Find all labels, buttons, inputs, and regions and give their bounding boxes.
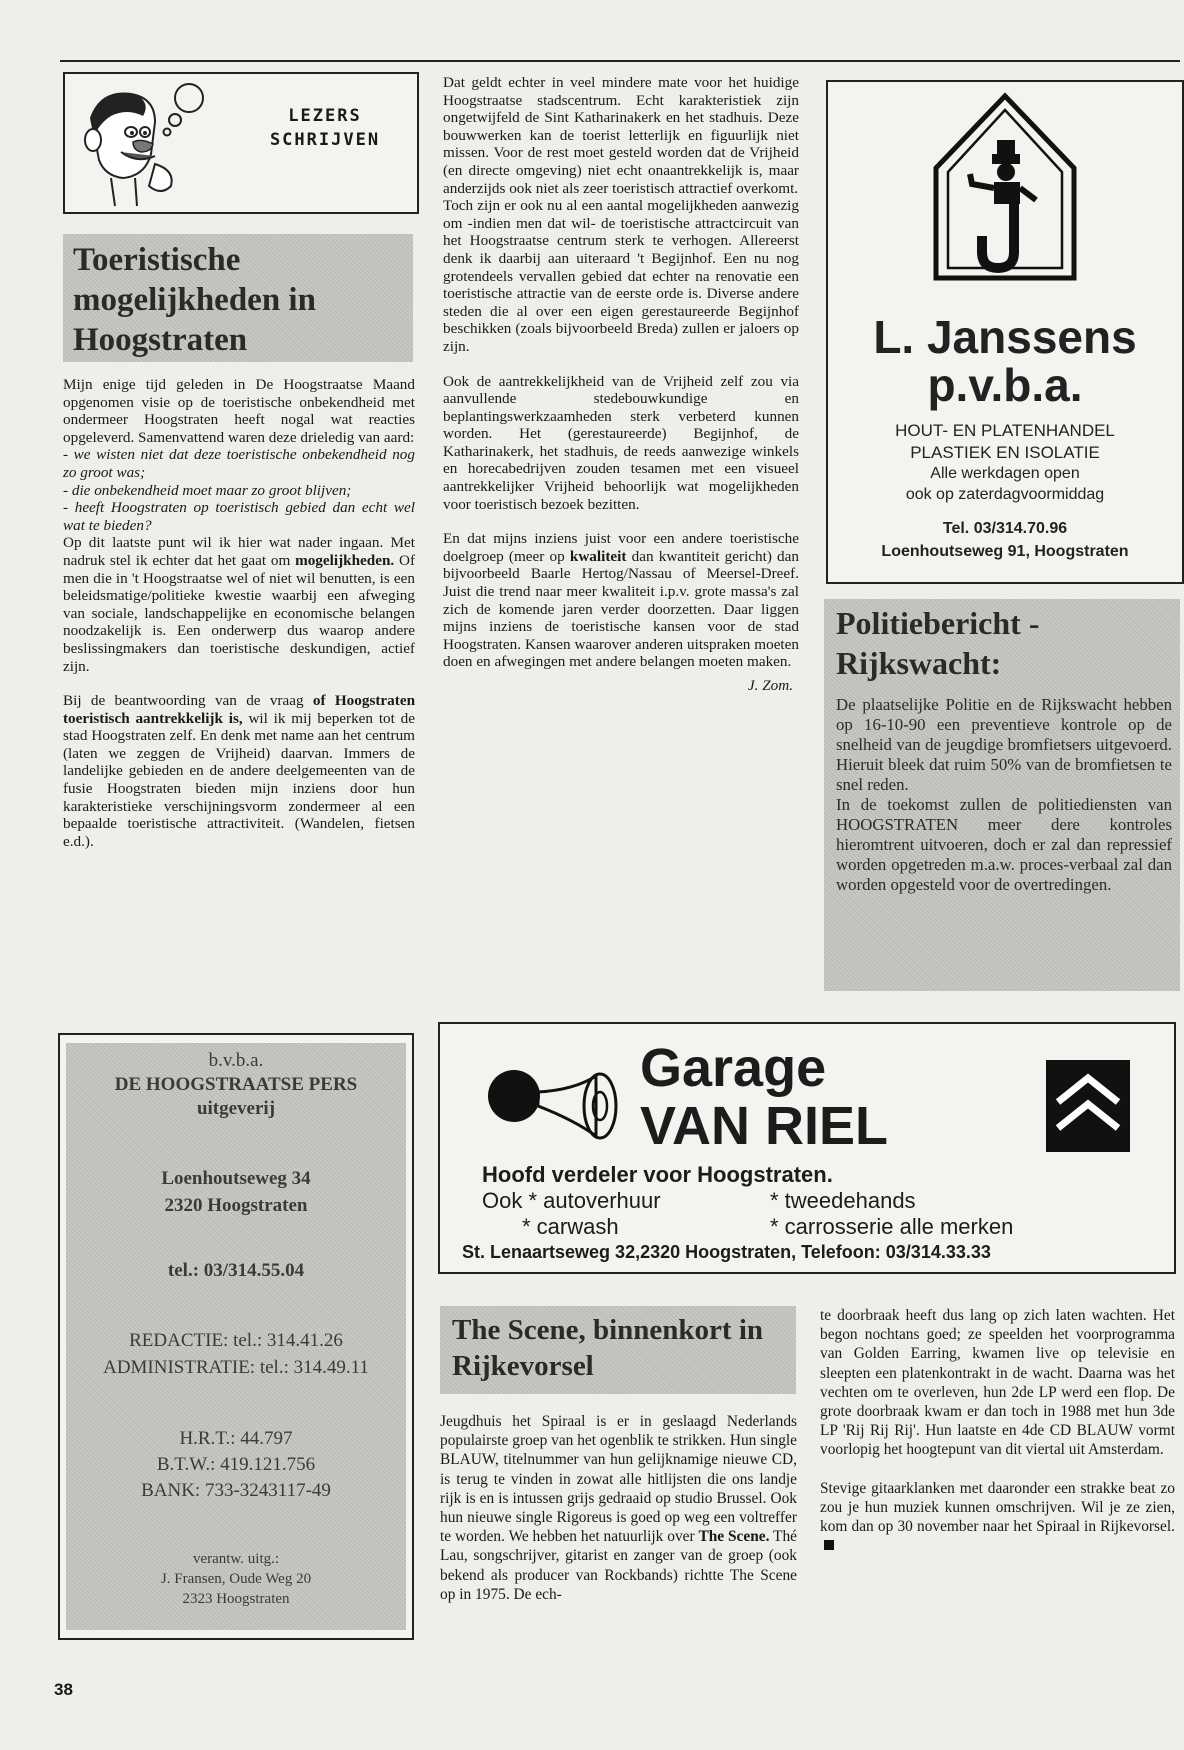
publisher-line: ADMINISTRATIE: tel.: 314.49.11 (103, 1357, 369, 1378)
garage-address: St. Lenaartseweg 32,2320 Hoogstraten, Telefoon: 03/314.33.33 (462, 1242, 991, 1262)
article-text: dan kwantiteit gericht) dan bijvoorbeeld Baarle Hertog/Nassau of Meersel-Dreef. Juist die trend naar meer kwaliteit i.p.v. grote massa's zal zich de komende jaren verder doorzetten. Daar liggen mijns inziens de toeristische kansen voor de stad Hoogstraten. Kansen waarover anderen uitspraken moeten doen en afwegingen met andere belangen moeten maken. (443, 547, 799, 671)
publisher-line: H.R.T.: 44.797 (179, 1428, 293, 1449)
janssens-hours-line: Alle werkdagen open (930, 465, 1080, 482)
lezers-title-line1: LEZERS (288, 106, 362, 126)
scene-column-2 (820, 1306, 1175, 1555)
garage-service: * carwash (522, 1214, 619, 1239)
politie-text (836, 695, 1172, 895)
article-text: Of men die in 't Hoogstraatse wel of niet wil benutten, is een beleidsmatige/politieke kwestie waarbij een afweging van sociale, landschappelijke en economische belangen noodzakelijk is. Een onderwerp dus waarop andere beslissingmakers dan toeristische deskundigen, actief zijn. (63, 551, 416, 675)
janssens-phone: Tel. 03/314.70.96 (942, 520, 1068, 537)
article-text: Op dit laatste punt wil ik hier wat nader ingaan. Met nadruk stel ik echter dat het gaat om (63, 534, 415, 569)
article-text: En dat mijns inziens juist voor een andere toeristische doelgroep (meer op (443, 530, 799, 565)
publisher-line: REDACTIE: tel.: 314.41.26 (129, 1330, 343, 1351)
garage-name: VAN RIEL (640, 1096, 889, 1156)
article-paragraph: Toch zijn er ook nu al een aantal mogelijkheden aanwezig om -indien men dat wil- de toeristische attractcircuit van het Hoogstraatse centrum sterk te verhogen. Allereerst denk ik daarbij aan uiteraard 't Begijnhof. Een nu nog grotendeels vervallen gebied dat echter na renovatie een toeristische attractie van de eerste orde is. Diverse andere steden die al over een eigen gerestaureerde Begijnhof beschikken (zoals bijvoorbeeld Breda) zullen er jaloers op zijn. (443, 197, 799, 355)
end-of-article-icon (824, 1540, 834, 1550)
janssens-address: Loenhoutseweg 91, Hoogstraten (881, 543, 1129, 560)
publisher-name: DE HOOGSTRAATSE PERS (114, 1074, 358, 1095)
publisher-line: verantw. uitg.: (192, 1551, 280, 1567)
article-text: wil ik mij beperken tot de stad Hoogstraten zelf. En denk met name aan het centrum (laten we zeggen de Vrijheid) daarvan. Immers de landelijke gebieden en de andere deelgemeenten van de fusie Hoogstraten bieden mijn inziens door hun karakteristieke verschijningsvorm zondermeer al een bepaalde toeristische attractiviteit. (Wandelen, fietsen e.d.). (63, 709, 415, 850)
janssens-advertisement (826, 80, 1184, 584)
politie-paragraph: De plaatselijke Politie en de Rijkswacht hebben op 16-10-90 een preventieve kontrole op de snelheid van de jeugdige bromfietsers uitgevoerd. Hieruit bleek dat ruim 50% van de bromfietsen te snel reden. (836, 695, 1172, 794)
house-logo-icon (932, 92, 1078, 282)
publisher-line: b.v.b.a. (208, 1050, 264, 1071)
garage-advertisement (438, 1022, 1176, 1274)
publisher-line: BANK: 733-3243117-49 (141, 1480, 331, 1501)
scene-headline-box (440, 1306, 796, 1394)
publisher-info (66, 1043, 406, 1630)
page-number: 38 (54, 1680, 73, 1699)
lezers-schrijven-title (250, 104, 400, 152)
article-text: Bij de beantwoording van de vraag (63, 692, 304, 710)
publisher-phone: tel.: 03/314.55.04 (167, 1260, 305, 1281)
politie-headline: Politiebericht - Rijkswacht: (836, 605, 1040, 681)
emphasis-text: kwaliteit (569, 547, 627, 565)
garage-title: Garage (640, 1038, 827, 1098)
garage-service: * tweedehands (770, 1188, 916, 1213)
janssens-company-type: p.v.b.a. (927, 359, 1083, 411)
politie-notice (824, 599, 1180, 991)
janssens-hours-line: ook op zaterdagvoormiddag (905, 486, 1105, 503)
reaction-item: - we wisten niet dat deze toeristische onbekendheid nog zo groot was; (63, 446, 415, 481)
publisher-line: uitgeverij (196, 1098, 276, 1119)
publisher-box (58, 1033, 414, 1640)
scene-text: Thé Lau, songschrijver, gitarist en zanger van de groep (ook bekend als producer van Rockbands) richtte The Scene op in 1975. De ech- (440, 1528, 797, 1603)
publisher-line: J. Fransen, Oude Weg 20 (160, 1571, 312, 1587)
lezers-schrijven-box (63, 72, 419, 214)
scene-text: Jeugdhuis het Spiraal is er in geslaagd Nederlands populairste groep van het ogenblik te strikken. Hun single BLAUW, titelnummer van hun gelijknamige nieuwe CD, is terug te vinden in zowat alle hitlijsten die ons landje rijk is en is intussen grijs gedraaid op studio Brussel. Ook hun nieuwe single Rigoreus is goed op weg een voltreffer te worden. We hebben het natuurlijk over (440, 1413, 797, 1546)
article-column-2 (443, 74, 799, 695)
garage-service: Ook * autoverhuur (482, 1188, 661, 1213)
politie-paragraph: In de toekomst zullen de politiediensten van HOOGSTRATEN meer dere kontroles hieromtrent uitvoeren, doch er zal dan repressief worden opgetreden m.a.w. proces-verbaal zal dan worden opgesteld voor de overtredingen. (836, 795, 1172, 894)
article-paragraph: Dat geldt echter in veel mindere mate voor het huidige Hoogstraatse stadscentrum. Echt karakteristiek zijn ongetwijfeld de Sint Katharinakerk en het stadhuis. Deze bouwwerken kan de toerist letterlijk en figuurlijk niet missen. Voor de rest moet gesteld worden dat de Vrijheid (en directe omgeving) niet echt onaantrekkelijk is, maar anderzijds ook niet als zeer toeristisch attractief overkomt. (443, 74, 799, 197)
emphasis-text: of Hoogstraten toeristisch aantrekkelijk is, (63, 692, 416, 727)
emphasis-text: mogelijkheden. (295, 551, 395, 569)
article-column-1 (63, 376, 415, 867)
scene-column-1 (440, 1412, 797, 1604)
garage-subtitle: Hoofd verdeler voor Hoogstraten. (482, 1162, 833, 1187)
article-paragraph (63, 376, 415, 446)
lezers-title-line2: SCHRIJVEN (269, 130, 381, 150)
top-rule (60, 60, 1180, 62)
article-text: Mijn enige tijd geleden in De Hoogstraatse Maand opgenomen visie op de toeristische onbekendheid met ondermeer Hoogstraten heeft nogal wat reacties opgeleverd. Samenvattend waren deze drieledig van aard: (63, 376, 415, 446)
janssens-trade-line: HOUT- EN PLATENHANDEL (895, 421, 1115, 440)
reaction-item: - heeft Hoogstraten op toeristisch gebied dan echt wel wat te bieden? (63, 499, 415, 534)
publisher-address: 2320 Hoogstraten (164, 1195, 308, 1216)
scene-headline: The Scene, binnenkort in Rijkevorsel (452, 1314, 763, 1382)
publisher-address: Loenhoutseweg 34 (161, 1168, 311, 1189)
article-paragraph: Ook de aantrekkelijkheid van de Vrijheid zelf zou via aanvullende stedebouwkundige en beplantingswerkzaamheden sterk verbeterd kunnen worden. Het (gerestaureerde) Begijnhof, de Katharinakerk, het stadhuis, de reeds aanwezige winkels en horecabedrijven zouden tesamen met een visueel aantrekkelijker Vrijheid behoorlijk wat mogelijkheden voor toeristisch bezoek bezitten. (443, 372, 799, 513)
publisher-line: B.T.W.: 419.121.756 (156, 1454, 316, 1475)
janssens-trade-line: PLASTIEK EN ISOLATIE (910, 443, 1100, 462)
article-headline: Toeristische mogelijkheden in Hoogstraten (63, 234, 413, 362)
publisher-line: 2323 Hoogstraten (182, 1591, 290, 1607)
janssens-name: L. Janssens (873, 311, 1137, 363)
scene-paragraph: Stevige gitaarklanken met daaronder een strakke beat zo zou je hun muziek kunnen omschrijven. Wil je ze zien, kom dan op 30 november naar het Spiraal in Rijkevorsel. (820, 1479, 1175, 1536)
cartoon-reader-illustration (71, 78, 251, 208)
garage-service: * carrosserie alle merken (770, 1214, 1014, 1239)
citroen-logo-icon (1046, 1060, 1130, 1152)
horn-logo-icon (484, 1054, 634, 1154)
article-signature: J. Zom. (747, 677, 793, 694)
emphasis-text: The Scene. (698, 1528, 770, 1546)
reaction-item: - die onbekendheid moet maar zo groot blijven; (63, 481, 352, 499)
scene-paragraph: te doorbraak heeft dus lang op zich laten wachten. Het begon nochtans goed; ze speelden het voorprogramma van Golden Earring, kwamen live op televisie en sleepten een platenkontrakt in de wacht. Daarna was het vechten om te overleven, hun 2de LP werd een flop. De grote doorbraak kwam er dan toch in 1988 met hun 3de LP 'Rij Rij Rij'. Hun laatste en 4de CD BLAUW vormt voorlopig het hoogtepunt van dit viertal uit Amsterdam. (820, 1307, 1175, 1459)
